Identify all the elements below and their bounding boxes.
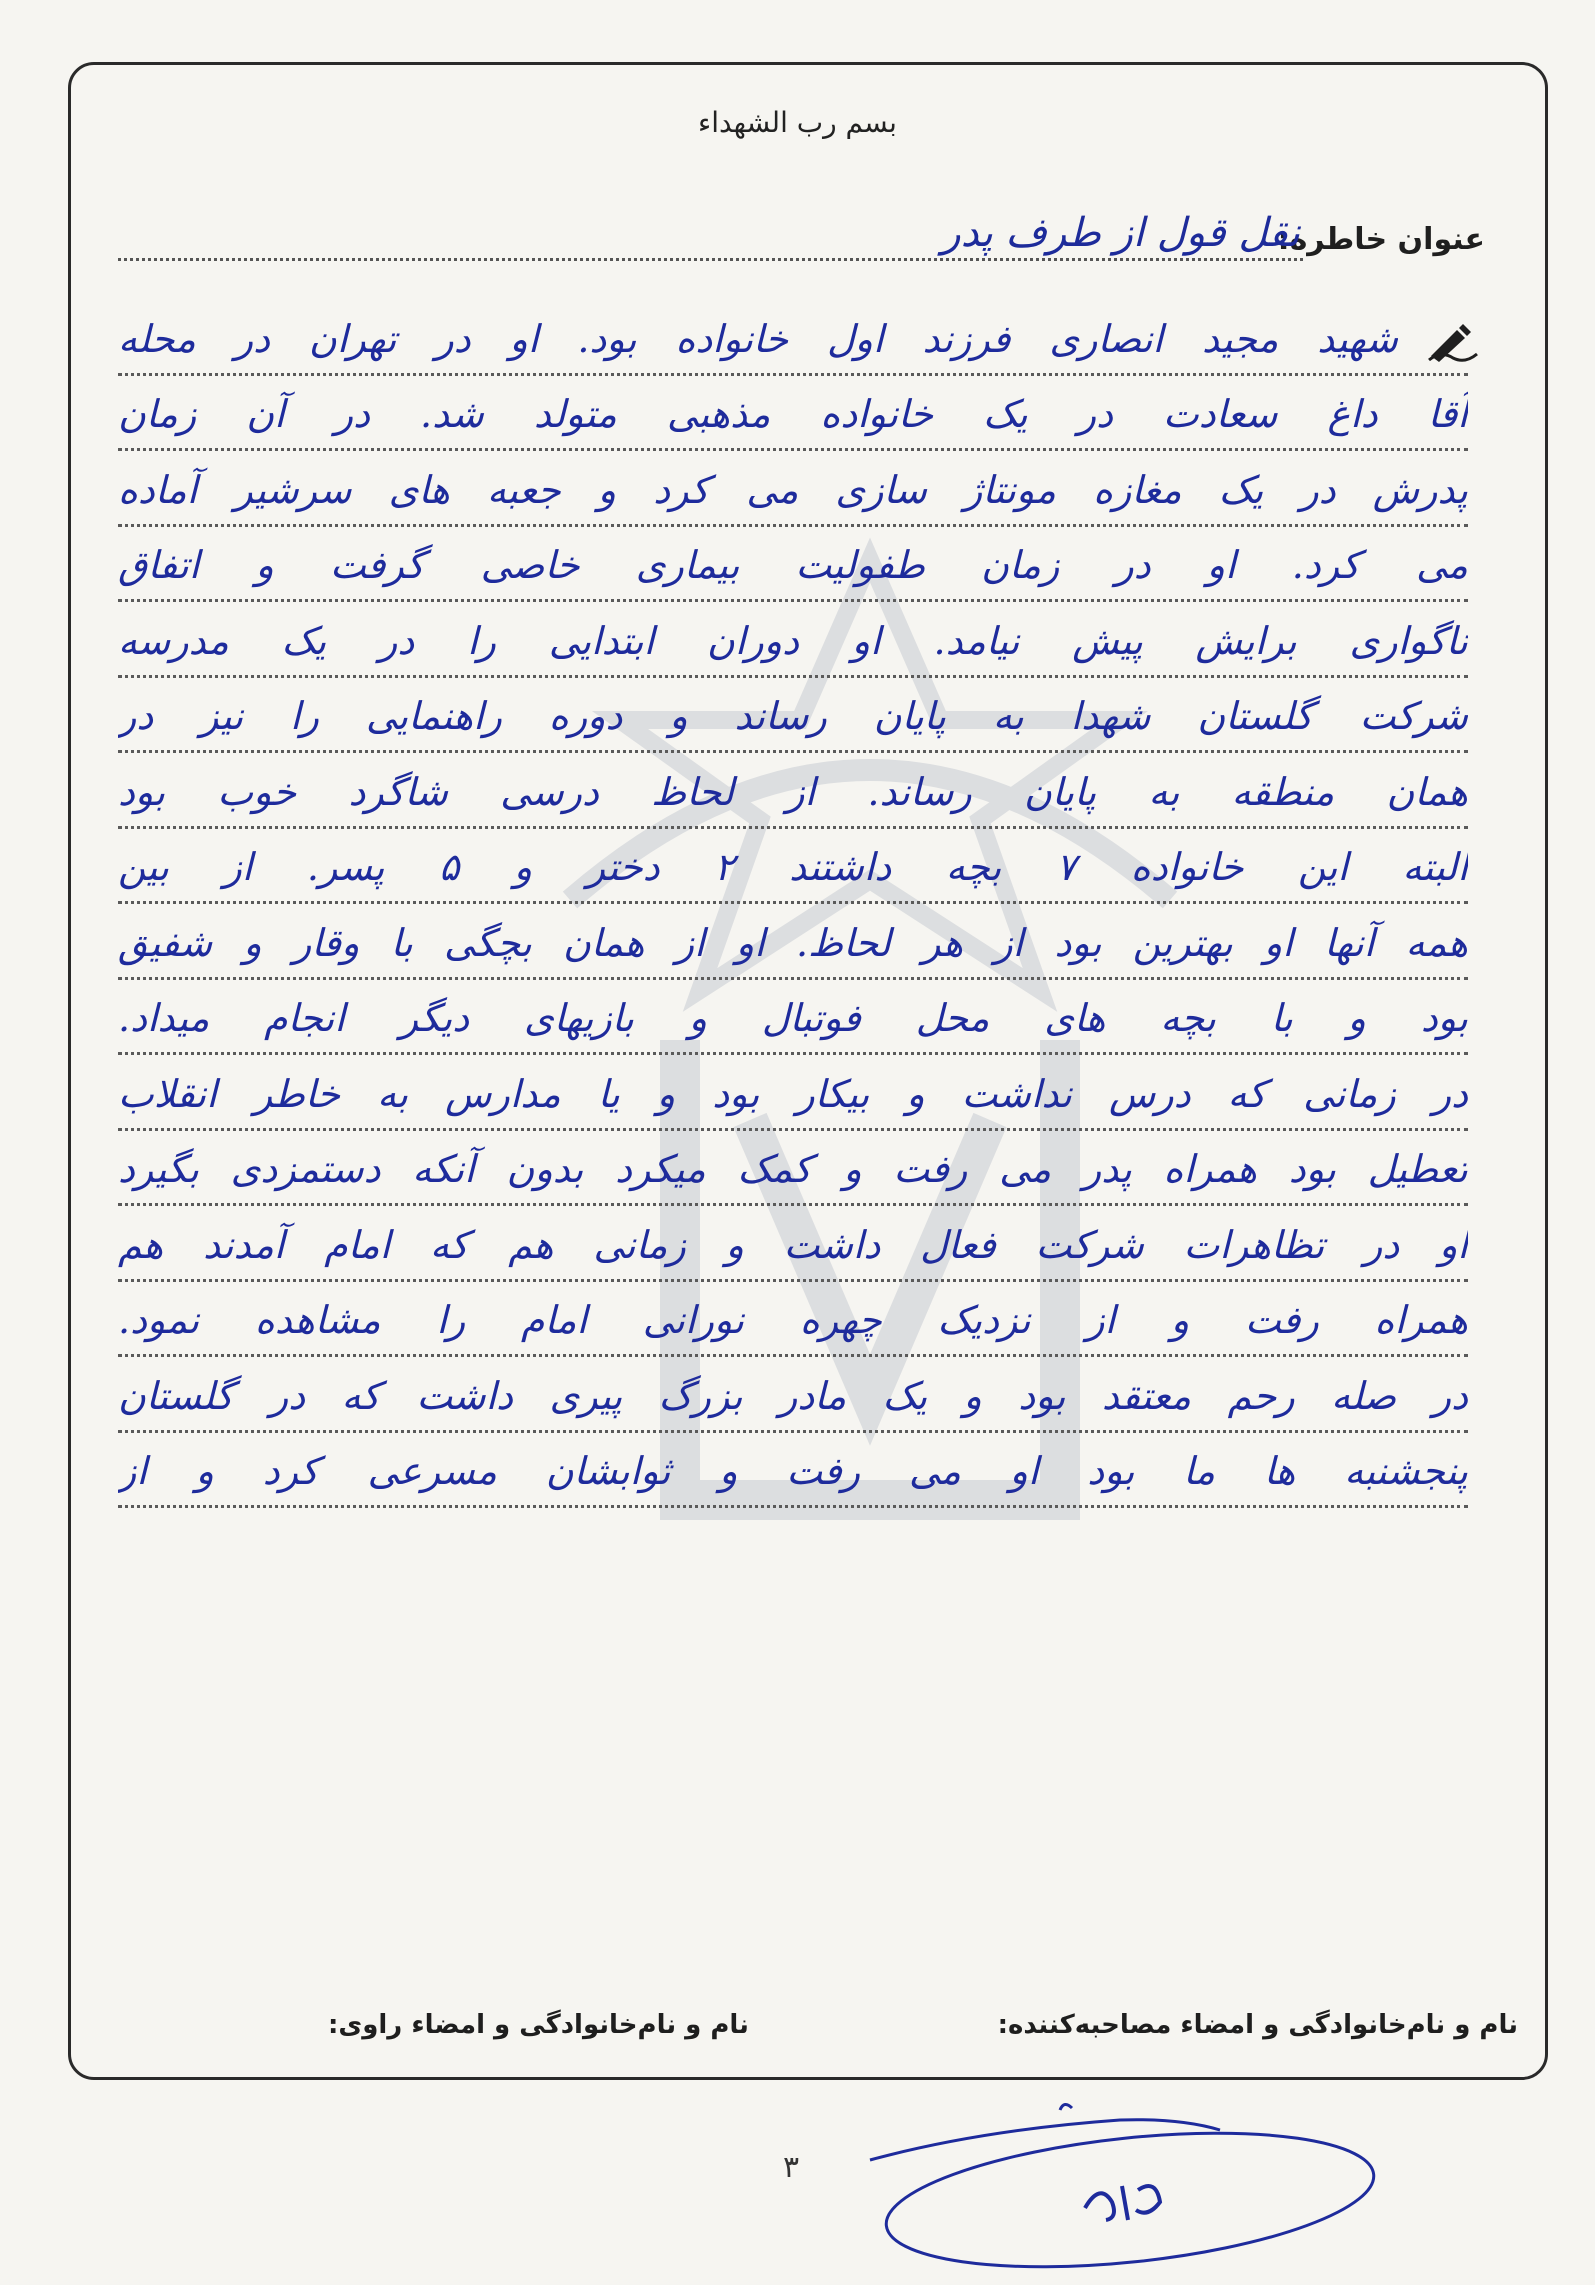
text-line <box>118 451 1468 527</box>
text-line <box>118 1357 1468 1433</box>
text-line <box>118 1282 1468 1358</box>
handwritten-text: در زمانی که درس نداشت و بیکار بود و یا مدارس به خاطر انقلاب <box>118 1071 1468 1116</box>
handwritten-lines <box>118 300 1468 1508</box>
narrator-signature-label: نام و نام‌خانوادگی و امضاء راوی: <box>328 2010 749 2040</box>
text-line <box>118 602 1468 678</box>
text-line <box>118 527 1468 603</box>
handwritten-text: همه آنها او بهترین بود از هر لحاظ. او از همان بچگی با وقار و شفیق <box>118 920 1468 965</box>
page-number: ۳ <box>783 2150 800 2185</box>
handwritten-text: او در تظاهرات شرکت فعال داشت و زمانی هم که امام آمدند هم <box>118 1222 1468 1267</box>
signature <box>860 2090 1380 2280</box>
page-header: بسم رب الشهداء <box>698 106 897 139</box>
text-line <box>118 376 1468 452</box>
text-line <box>118 753 1468 829</box>
handwritten-text: همان منطقه به پایان رساند. از لحاظ درسی شاگرد خوب بود <box>118 769 1468 814</box>
text-line <box>118 1206 1468 1282</box>
text-line <box>118 1433 1468 1509</box>
text-line <box>118 904 1468 980</box>
handwritten-text: می کرد. او در زمان طفولیت بیماری خاصی گرفت و اتفاق <box>118 543 1468 587</box>
title-dotted-line <box>118 258 1303 261</box>
handwritten-text: در صله رحم معتقد بود و یک مادر بزرگ پیری داشت که در گلستان <box>118 1373 1468 1418</box>
handwritten-text: همراه رفت و از نزدیک چهره نورانی امام را مشاهده نمود. <box>118 1298 1468 1342</box>
text-line <box>118 300 1468 376</box>
memory-title-label: عنوان خاطره: <box>1277 222 1485 257</box>
handwritten-text: پنجشنبه ها ما بود او می رفت و ثوابشان مسرعی کرد و از <box>118 1449 1468 1493</box>
handwritten-text: بود و با بچه های محل فوتبال و بازیهای دیگر انجام میداد. <box>118 996 1468 1040</box>
memory-title-value: نقل قول از طرف پدر <box>941 210 1300 256</box>
handwritten-text: پدرش در یک مغازه مونتاژ سازی می کرد و جعبه های سرشیر آماده <box>118 467 1468 512</box>
text-line <box>118 829 1468 905</box>
text-line <box>118 678 1468 754</box>
interviewer-signature-label: نام و نام‌خانوادگی و امضاء مصاحبه‌کننده: <box>997 2010 1518 2040</box>
text-line <box>118 1055 1468 1131</box>
handwritten-text: شرکت گلستان شهدا به پایان رساند و دوره راهنمایی را نیز در <box>118 694 1468 738</box>
handwritten-text: آقا داغ سعادت در یک خانواده مذهبی متولد شد. در آن زمان <box>118 392 1468 436</box>
handwritten-text: تعطیل بود همراه پدر می رفت و کمک میکرد بدون آنکه دستمزدی بگیرد <box>118 1147 1468 1191</box>
handwritten-text: شهید مجید انصاری فرزند اول خانواده بود. او در تهران در محله <box>118 316 1398 361</box>
text-line <box>118 1131 1468 1207</box>
handwritten-text: ناگواری برایش پیش نیامد. او دوران ابتدایی را در یک مدرسه <box>118 618 1468 663</box>
text-line <box>118 980 1468 1056</box>
handwritten-text: البته این خانواده ۷ بچه داشتند ۲ دختر و ۵ پسر. از بین <box>118 845 1468 889</box>
